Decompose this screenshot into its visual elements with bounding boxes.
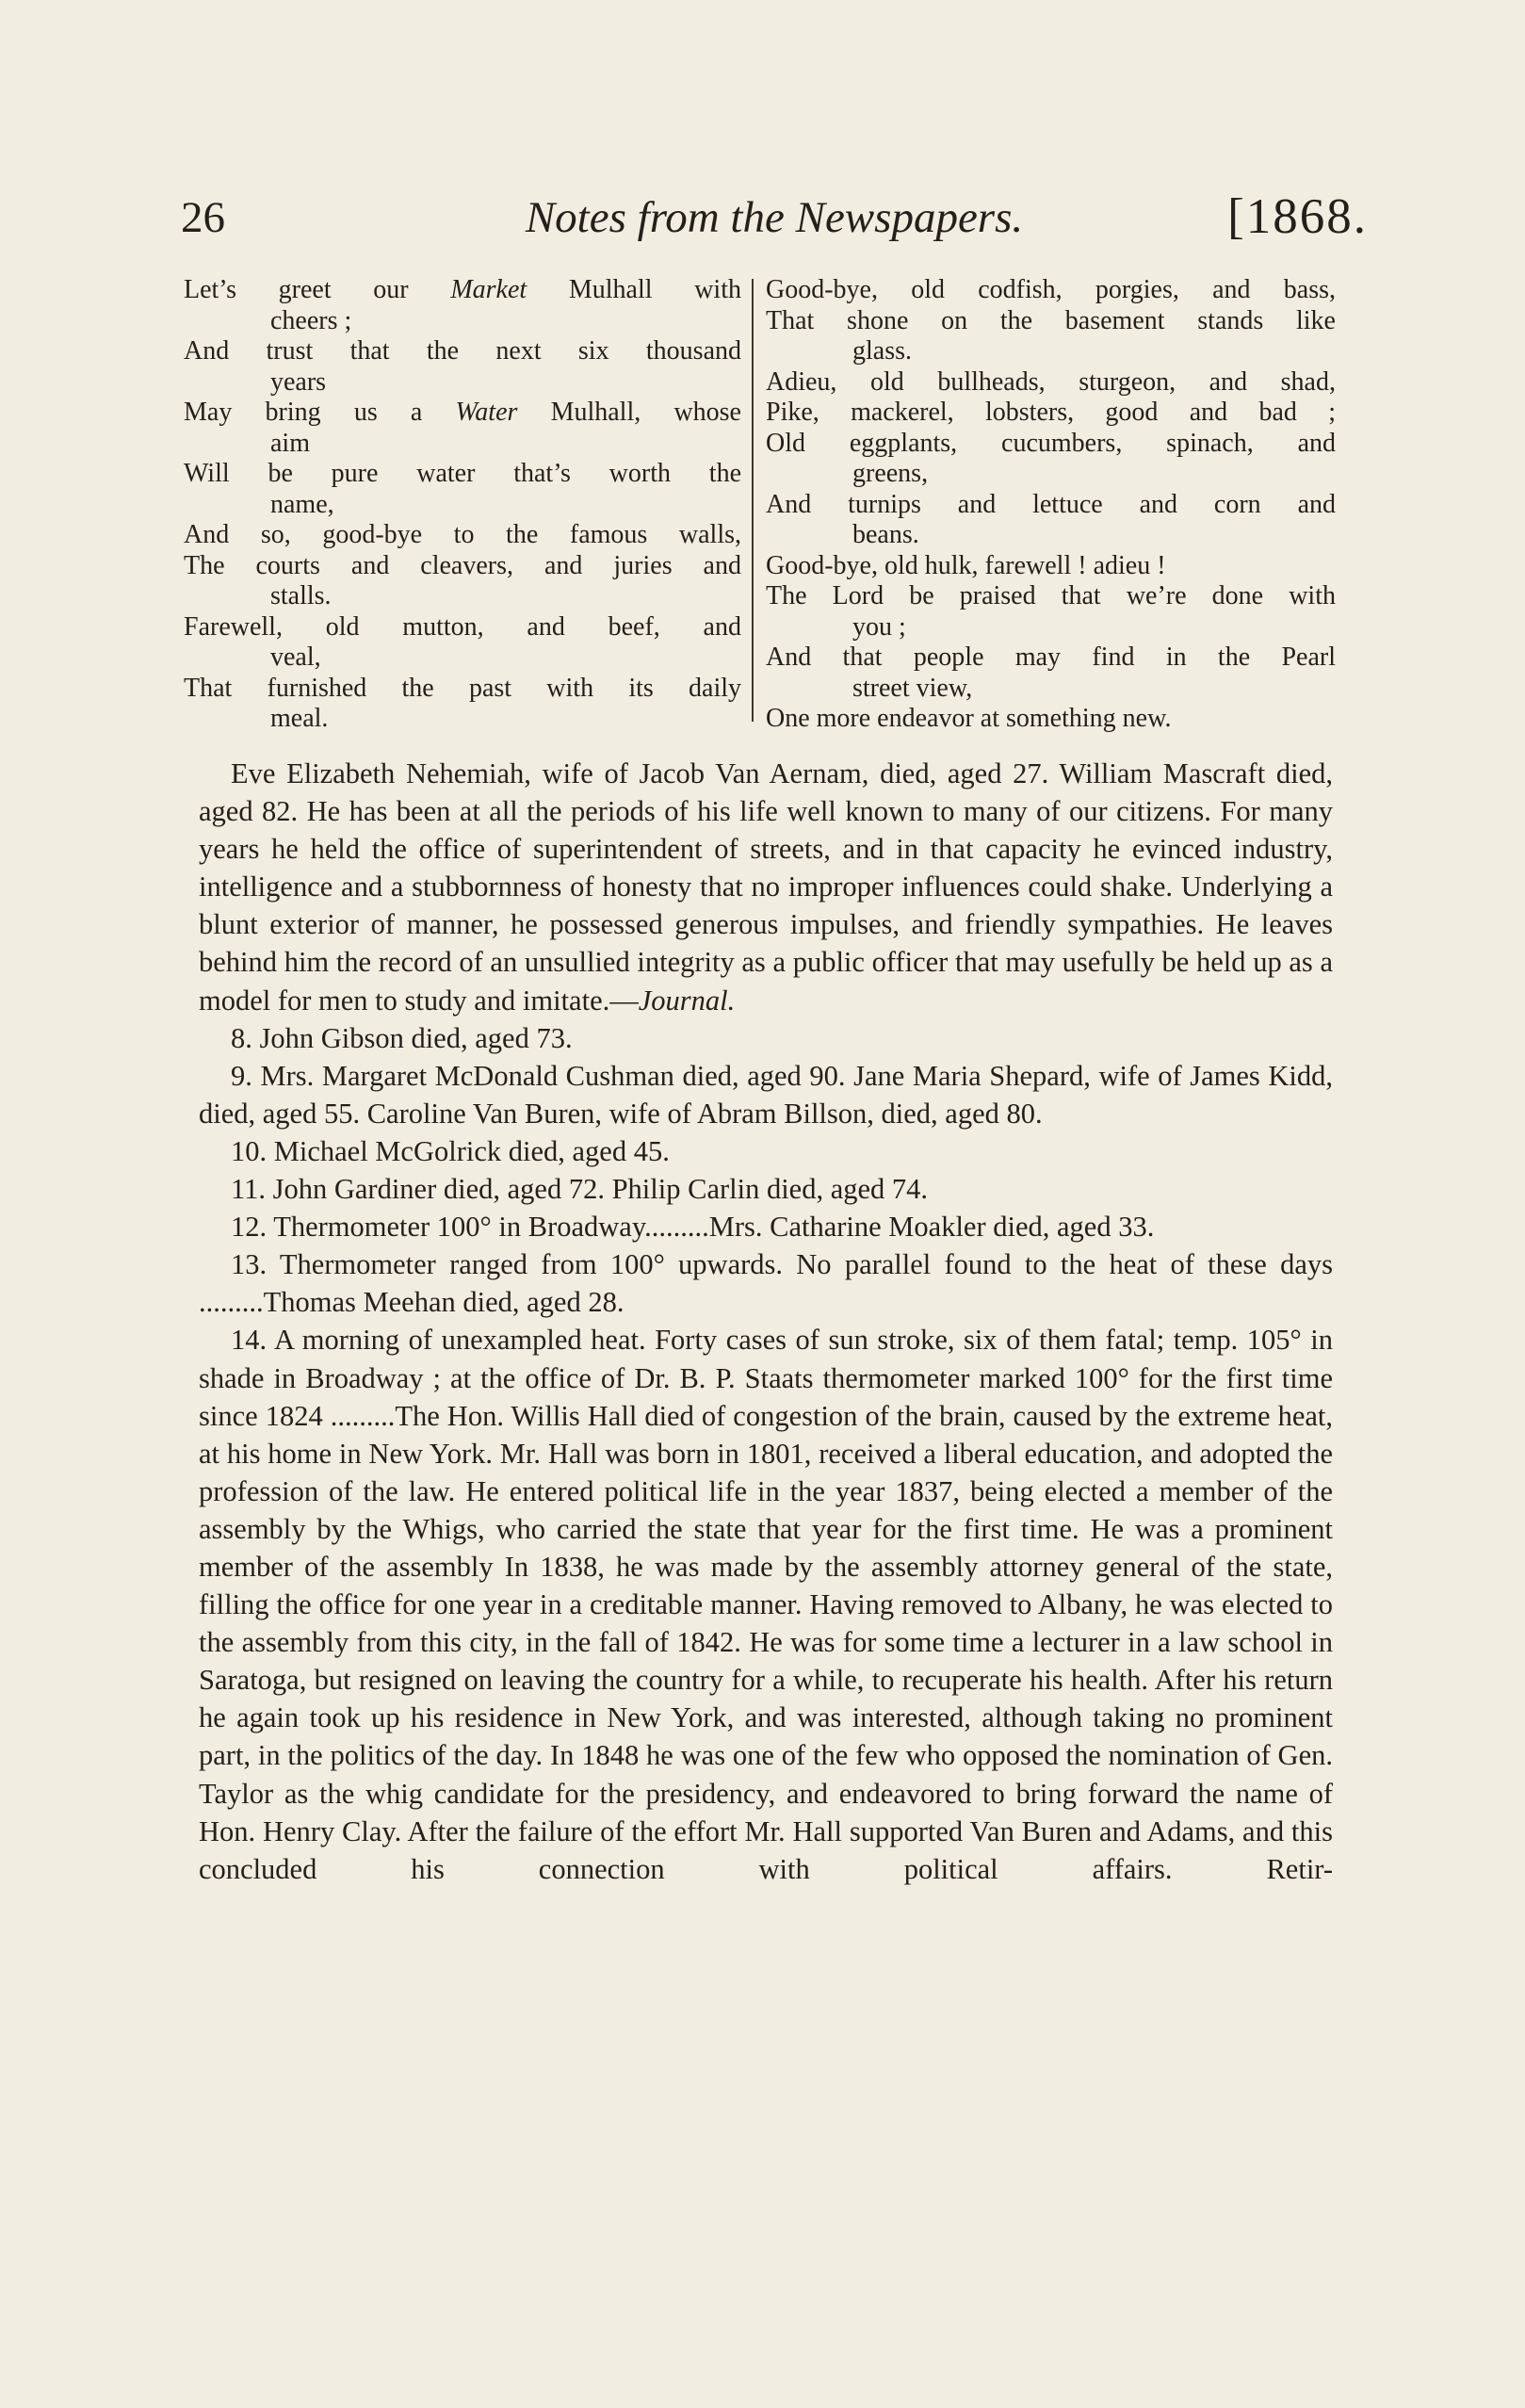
source-citation: Journal. (638, 984, 736, 1017)
poem-line-text: Will be pure water that’s worth the (184, 459, 741, 488)
poem-line-text: years (270, 366, 327, 397)
poem-line (766, 551, 1336, 582)
poem-line (766, 336, 1336, 367)
poem-line (766, 398, 1336, 429)
poem-line (766, 643, 1336, 674)
column-divider (752, 279, 754, 722)
poem-italic-word: Water (455, 398, 518, 427)
poem-line (766, 674, 1336, 705)
poem-line (184, 612, 741, 643)
poem-line (766, 704, 1336, 735)
poem-column-left (184, 275, 741, 735)
poem-line (184, 398, 741, 429)
page-header (181, 188, 1368, 254)
poem-line-text: May bring us a (184, 398, 456, 427)
poem-line (184, 643, 741, 674)
poem-line (766, 306, 1336, 337)
poem-line-text: aim (270, 428, 310, 458)
paragraph-entry-9: 9. Mrs. Margaret McDonald Cushman died, aged 90. Jane Maria Shepard, wife of James Kidd, died, aged 55. Caroline Van Buren, wife of Abram Billson, died, aged 80. (199, 1059, 1333, 1130)
poem-line (766, 367, 1336, 399)
poem-line-text: Good-bye, old codfish, porgies, and bass, (766, 275, 1336, 304)
poem-line (184, 275, 741, 306)
poem-line-text: One more endeavor at something new. (766, 704, 1172, 733)
poem-line-text: veal, (270, 643, 321, 672)
paragraph-entry-7 (199, 755, 1333, 1019)
year-heading: [1868. (1227, 189, 1368, 244)
poem-line-text: meal. (270, 704, 329, 733)
running-title: Notes from the Newspapers. (525, 193, 1024, 242)
poem-line-text-end: Mulhall with (527, 275, 741, 304)
poem-line (184, 367, 741, 399)
poem-line (766, 612, 1336, 643)
poem-line (184, 336, 741, 367)
poem-line (184, 581, 741, 612)
poem-line (766, 520, 1336, 551)
poem-line-text: Old eggplants, cucumbers, spinach, and (766, 428, 1336, 458)
paragraph-entry-10: 10. Michael McGolrick died, aged 45. (231, 1134, 670, 1167)
paragraph-entry-8: 8. John Gibson died, aged 73. (231, 1021, 573, 1054)
poem-line (766, 581, 1336, 612)
poem-line-text: Pike, mackerel, lobsters, good and bad ; (766, 398, 1336, 427)
poem-line (184, 520, 741, 551)
poem-line (184, 704, 741, 735)
poem-line-text: The courts and cleavers, and juries and (184, 550, 741, 580)
paragraph-entry-11: 11. John Gardiner died, aged 72. Philip Carlin died, aged 74. (231, 1173, 929, 1206)
poem-line-text: And that people may find in the Pearl (766, 643, 1336, 672)
poem-line (184, 490, 741, 521)
poem-line-text: Let’s greet our (184, 275, 451, 304)
poem-line-text: And so, good-bye to the famous walls, (184, 520, 741, 549)
poem-line-text: cheers ; (270, 305, 352, 335)
body-text (199, 755, 1333, 1888)
poem-line-text-end: Mulhall, whose (517, 398, 741, 427)
paragraph-entry-14: 14. A morning of unexampled heat. Forty cases of sun stroke, six of them fatal; temp. 105° in shade in Broadway ; at the office of Dr. B. P. Staats thermometer marked 100° for the first time since 1824 .........The Hon. Willis Hall died of congestion of the brain, caused by the extreme heat, at his home in New York. Mr. Hall was born in 1801, received a liberal education, and adopted the profession of the law. He entered political life in the year 1837, being elected a member of the assembly by the Whigs, who carried the state that year for the first time. He was a prominent member of the assembly In 1838, he was made by the assembly attorney general of the state, filling the office for one year in a creditable manner. Having removed to Albany, he was elected to the assembly from this city, in the fall of 1842. He was for some time a lecturer in a law school in Saratoga, but resigned on leaving the country for a while, to recuperate his health. After his return he again took up his residence in New York, and was interested, although taking no prominent part, in the politics of the day. In 1848 he was one of the few who opposed the nomination of Gen. Taylor as the whig candidate for the presidency, and endeavored to bring forward the name of Hon. Henry Clay. After the failure of the effort Mr. Hall supported Van Buren and Adams, and this concluded his connection with political affairs. Retir- (199, 1324, 1333, 1885)
paragraph-entry-12: 12. Thermometer 100° in Broadway.........Mrs. Catharine Moakler died, aged 33. (231, 1211, 1155, 1244)
poem-line (766, 429, 1336, 460)
poem-line-text: beans. (852, 520, 919, 549)
poem-line-text: Good-bye, old hulk, farewell ! adieu ! (766, 550, 1166, 580)
poem-line-text: That shone on the basement stands like (766, 305, 1336, 335)
poem-line (184, 674, 741, 705)
poem-line-text: glass. (852, 336, 912, 366)
poem-column-right (766, 275, 1336, 735)
page-number: 26 (181, 193, 225, 242)
poem-line (766, 490, 1336, 521)
paragraph-entry-13: 13. Thermometer ranged from 100° upwards. No parallel found to the heat of these days .........Thomas Meehan died, aged 28. (199, 1248, 1333, 1319)
poem-line-text: street view, (852, 673, 973, 703)
poem-line (184, 306, 741, 337)
poem-italic-word: Market (450, 275, 527, 304)
poem-line-text: name, (270, 489, 334, 519)
poem-line (184, 551, 741, 582)
poem-line-text: you ; (852, 611, 906, 642)
poem-line-text: And trust that the next six thousand (184, 336, 741, 366)
poem-line (184, 459, 741, 490)
poem-line (184, 429, 741, 460)
poem-line (766, 459, 1336, 490)
poem-line-text: greens, (852, 459, 929, 488)
poem-line-text: That furnished the past with its daily (184, 673, 741, 703)
poem-line-text: The Lord be praised that we’re done with (766, 581, 1336, 610)
poem-line-text: And turnips and lettuce and corn and (766, 489, 1336, 519)
poem-line-text: Adieu, old bullheads, sturgeon, and shad, (766, 366, 1336, 397)
poem-line (766, 275, 1336, 306)
poem-line-text: Farewell, old mutton, and beef, and (184, 611, 741, 642)
paragraph-text: Eve Elizabeth Nehemiah, wife of Jacob Van Aernam, died, aged 27. William Mascraft died, aged 82. He has been at all the periods of his life well known to many of our citizens. For many years he held the office of superintendent of streets, and in that capacity he evinced industry, intelligence and a stubbornness of honesty that no improper influences could shake. Underlying a blunt exterior of manner, he possessed generous impulses, and friendly sympathies. He leaves behind him the record of an unsullied integrity as a public officer that may usefully be held up as a model for men to study and imitate.— (199, 757, 1333, 1017)
poem-line-text: stalls. (270, 581, 332, 610)
